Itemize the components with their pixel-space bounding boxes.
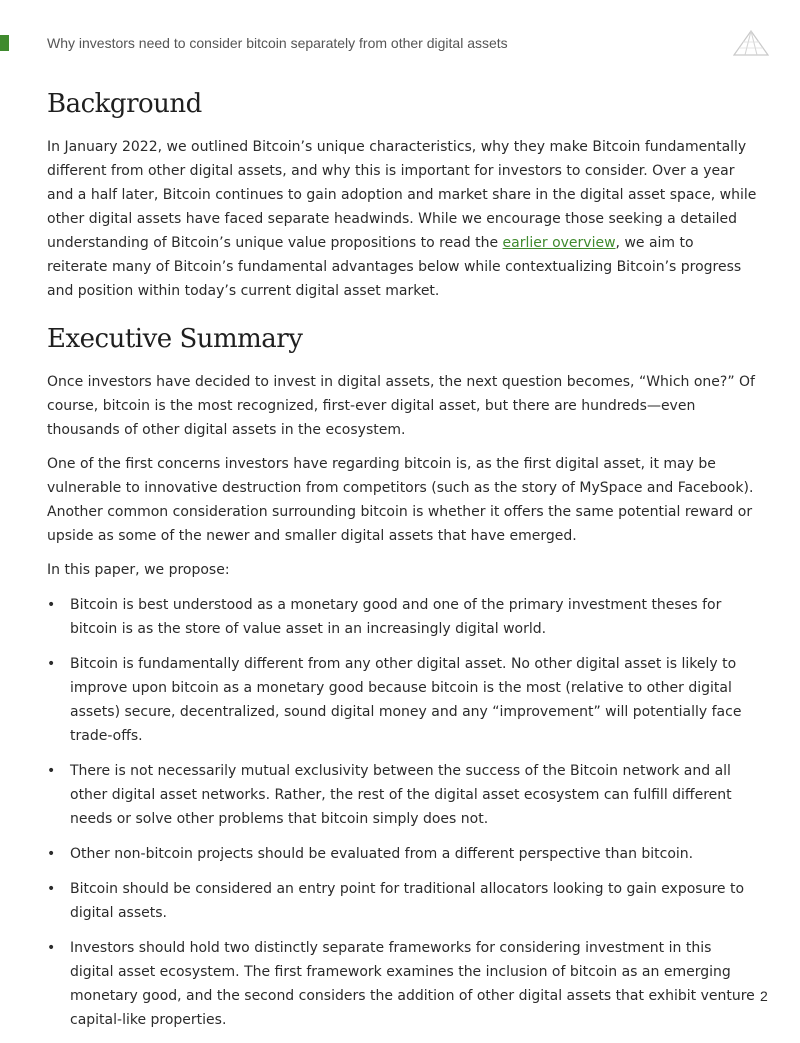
executive-summary-heading: Executive Summary	[47, 324, 303, 354]
summary-paragraph-2: One of the first concerns investors have regarding bitcoin is, as the first digital asset, it may be vulnerable to innovative destruction from competitors (such as the story of MySpace and Facebook). Another common consideration surrounding bitcoin is whether it offers the same potential reward or upside as some of the newer and smaller digital assets that have emerged.	[47, 456, 754, 544]
page-number: 2	[760, 988, 768, 1004]
background-paragraph	[47, 135, 757, 303]
list-item-text: There is not necessarily mutual exclusivity between the success of the Bitcoin network and all other digital asset networks. Rather, the rest of the digital asset ecosystem can fulfill different needs or solve other problems that bitcoin simply does not.	[70, 763, 732, 827]
running-header-title: Why investors need to consider bitcoin separately from other digital assets	[47, 35, 508, 51]
header-accent-bar	[0, 35, 9, 51]
list-item-text: Bitcoin is fundamentally different from any other digital asset. No other digital asset is likely to improve upon bitcoin as a monetary good because bitcoin is the most (relative to other digital assets) secure, decentralized, sound digital money and any “improvement” will potentially face trade-offs.	[70, 656, 742, 744]
list-item-text: Bitcoin is best understood as a monetary good and one of the primary investment theses for bitcoin is as the store of value asset in an increasingly digital world.	[70, 597, 722, 637]
background-text-after-link: , we aim to reiterate many of Bitcoin’s fundamental advantages below while contextualizing Bitcoin’s progress and position within today’s current digital asset market.	[47, 235, 742, 299]
bullet-marker: •	[47, 597, 56, 613]
list-item	[47, 842, 757, 866]
summary-paragraph-1: Once investors have decided to invest in digital assets, the next question becomes, “Which one?” Of course, bitcoin is the most recognized, first-ever digital asset, but there are hundreds—even thousands of other digital assets in the ecosystem.	[47, 374, 755, 438]
list-item	[47, 593, 757, 641]
list-item	[47, 759, 757, 831]
triangle-logo-icon	[733, 30, 769, 56]
proposal-list	[47, 593, 757, 1032]
bullet-marker: •	[47, 846, 56, 862]
bullet-marker: •	[47, 881, 56, 897]
background-text-before-link: In January 2022, we outlined Bitcoin’s unique characteristics, why they make Bitcoin fundamentally different from other digital assets, and why this is important for investors to consider. Over a year and a half later, Bitcoin continues to gain adoption and market share in the digital asset space, while other digital assets have faced separate headwinds. While we encourage those seeking a detailed understanding of Bitcoin’s unique value propositions to read the	[47, 139, 757, 251]
list-item	[47, 936, 757, 1032]
background-heading: Background	[47, 89, 202, 119]
summary-paragraph-3: In this paper, we propose:	[47, 562, 230, 578]
bullet-marker: •	[47, 763, 56, 779]
list-item-text: Other non-bitcoin projects should be evaluated from a different perspective than bitcoin.	[70, 846, 694, 862]
bullet-marker: •	[47, 656, 56, 672]
list-item	[47, 652, 757, 748]
bullet-marker: •	[47, 940, 56, 956]
list-item-text: Investors should hold two distinctly separate frameworks for considering investment in this digital asset ecosystem. The first framework examines the inclusion of bitcoin as an emerging monetary good, and the second considers the addition of other digital assets that exhibit venture capital-like properties.	[70, 940, 755, 1028]
list-item-text: Bitcoin should be considered an entry point for traditional allocators looking to gain exposure to digital assets.	[70, 881, 745, 921]
page-content	[47, 86, 757, 1043]
list-item	[47, 877, 757, 925]
earlier-overview-link[interactable]: earlier overview	[502, 235, 616, 251]
